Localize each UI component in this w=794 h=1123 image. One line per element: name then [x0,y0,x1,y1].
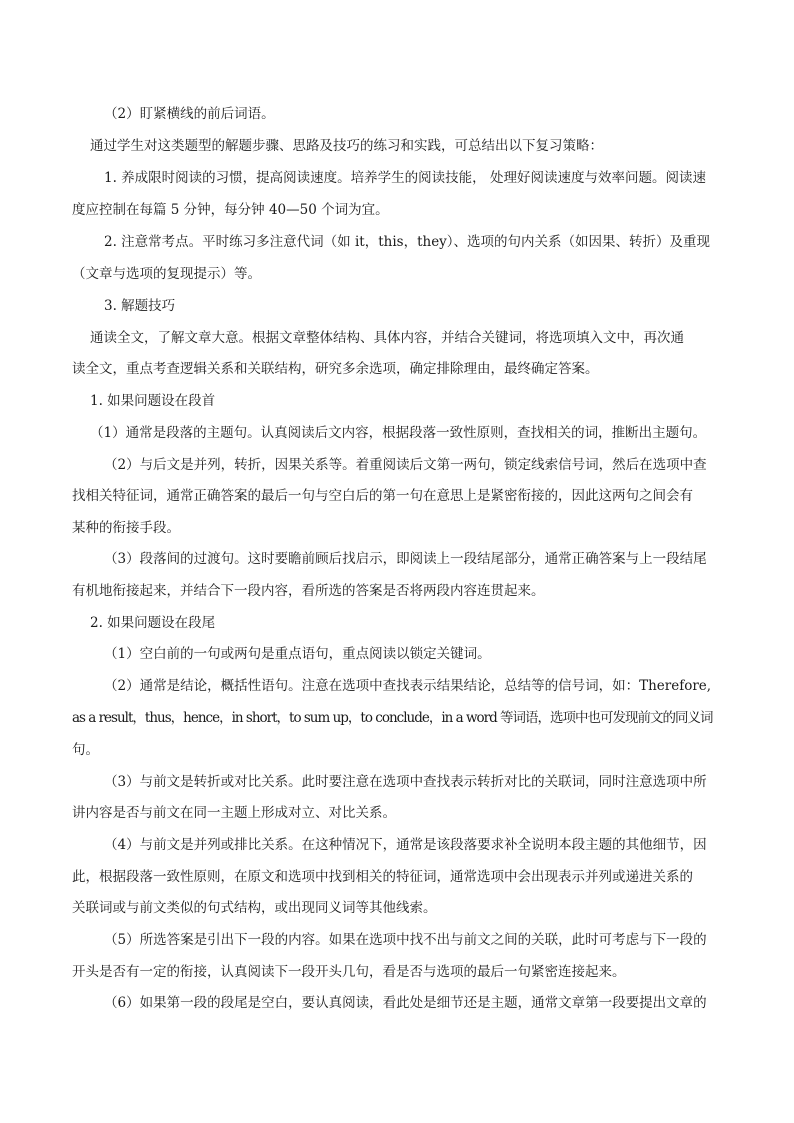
section-heading: 3. 解题技巧 [104,298,176,314]
text-line: （3）与前文是转折或对比关系。此时要注意在选项中查找表示转折对比的关联词，同时注意选项中所 [104,774,707,790]
text-line: 度应控制在每篇 5 分钟，每分钟 40—50 个词为宜。 [72,202,389,218]
text-line: as a result，thus，hence，in short，to sum up，to conclude，in a word 等词语，选项中也可发现前文的同义词 [72,710,713,726]
text-line: 2. 注意常考点。平时练习多注意代词（如 it，this，they）、选项的句内关系（如因果、转折）及重现 [104,234,711,250]
text-line: （3）段落间的过渡句。这时要瞻前顾后找启示，即阅读上一段结尾部分，通常正确答案与上一段结尾 [104,551,707,567]
text-line: 讲内容是否与前文在同一主题上形成对立、对比关系。 [72,805,396,821]
text-line: 关联词或与前文类似的句式结构，或出现同义词等其他线索。 [72,900,437,916]
text-line: 句。 [72,742,99,758]
text-line: 开头是否有一定的衔接，认真阅读下一段开头几句，看是否与选项的最后一句紧密连接起来。 [72,964,626,980]
text-line: （2）与后文是并列，转折，因果关系等。着重阅读后文第一两句，锁定线索信号词，然后在选项中查 [104,457,707,473]
section-heading: 1. 如果问题设在段首 [90,393,216,409]
text-line: 有机地衔接起来，并结合下一段内容，看所选的答案是否将两段内容连贯起来。 [72,583,545,599]
text-line: （5）所选答案是引出下一段的内容。如果在选项中找不出与前文之间的关联，此时可考虑与下一段的 [104,932,707,948]
text-line: 通读全文，了解文章大意。根据文章整体结构、具体内容，并结合关键词，将选项填入文中，再次通 [90,330,684,346]
section-heading: 2. 如果问题设在段尾 [90,615,216,631]
text-line: （6）如果第一段的段尾是空白，要认真阅读，看此处是细节还是主题，通常文章第一段要提出文章的 [104,995,707,1011]
text-line: 1. 养成限时阅读的习惯，提高阅读速度。培养学生的阅读技能， 处理好阅读速度与效率问题。阅读速 [104,170,706,186]
text-line: 此，根据段落一致性原则，在原文和选项中找到相关的特征词，通常选项中会出现表示并列或递进关系的 [72,869,693,885]
text-line: （文章与选项的复现提示）等。 [72,266,261,282]
text-line: （1）通常是段落的主题句。认真阅读后文内容，根据段落一致性原则，查找相关的词，推断出主题句。 [90,425,707,441]
text-line: 读全文，重点考查逻辑关系和关联结构，研究多余选项，确定排除理由，最终确定答案。 [72,361,599,377]
text-line: 通过学生对这类题型的解题步骤、思路及技巧的练习和实践，可总结出以下复习策略： [90,138,603,154]
text-line: （1）空白前的一句或两句是重点语句，重点阅读以锁定关键词。 [104,646,491,662]
text-line: 某种的衔接手段。 [72,520,180,536]
text-line: （2）盯紧横线的前后词语。 [104,106,275,122]
text-line: （2）通常是结论，概括性语句。注意在选项中查找表示结果结论，总结等的信号词，如：Therefore, [104,678,712,694]
text-line: 找相关特征词，通常正确答案的最后一句与空白后的第一句在意思上是紧密衔接的，因此这两句之间会有 [72,488,693,504]
text-line: （4）与前文是并列或排比关系。在这种情况下，通常是该段落要求补全说明本段主题的其他细节，因 [104,837,707,853]
